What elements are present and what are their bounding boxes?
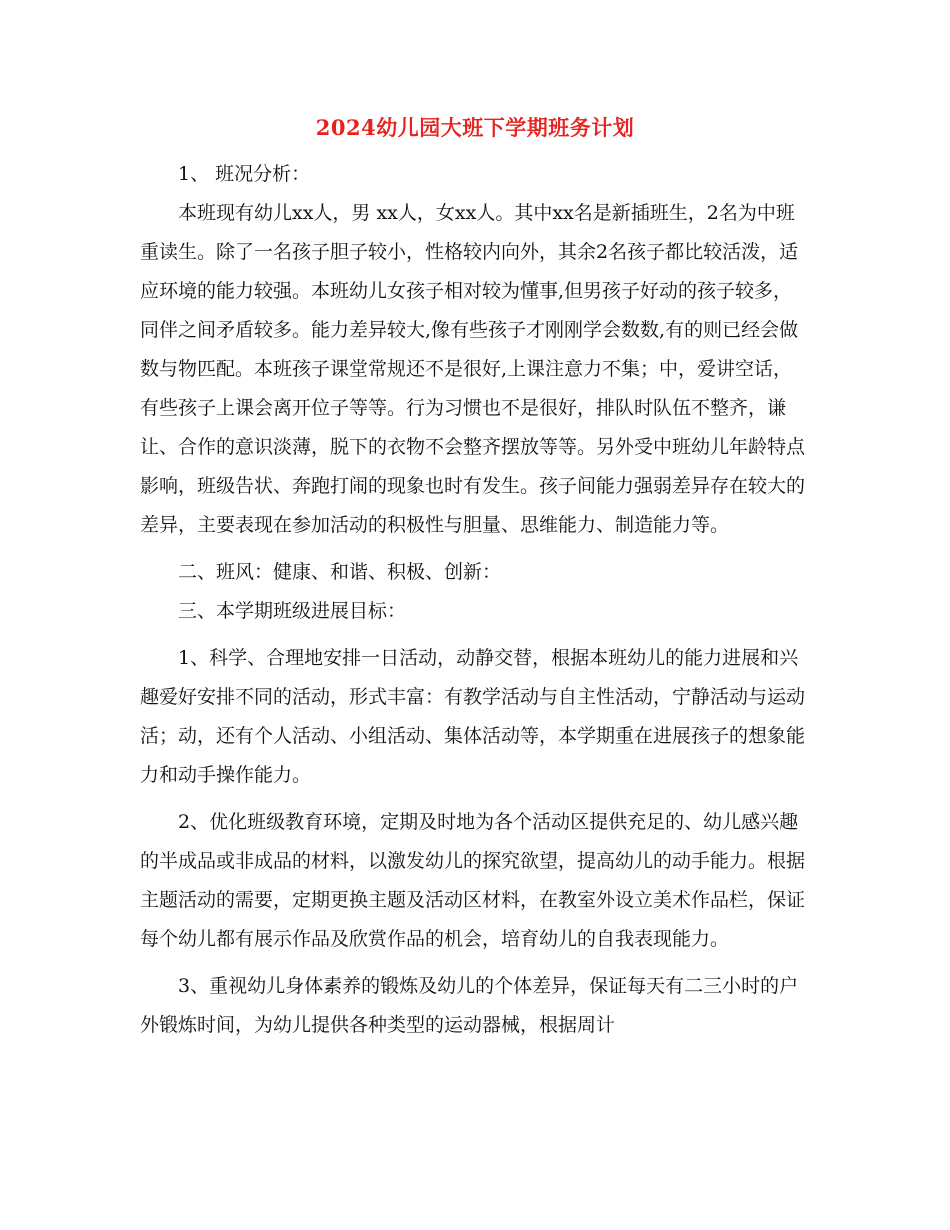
section-3-heading: 三、本学期班级进展目标： <box>178 600 407 622</box>
section-1-paragraph: 本班现有幼儿xx人，男 xx人，女xx人。其中xx名是新插班生，2名为中班重读生。除了一名孩子胆子较小，性格较内向外，其余2名孩子都比较活泼，适应环境的能力较强。本班幼儿女孩子相对较为懂事,但男孩子好动的孩子较多，同伴之间矛盾较多。能力差异较大,像有些孩子才刚刚学会数数,有的则已经会做数与物匹配。本班孩子课堂常规还不是很好,上课注意力不集；中，爱讲空话，有些孩子上课会离开位子等等。行为习惯也不是很好，排队时队伍不整齐，谦让、合作的意识淡薄，脱下的衣物不会整齐摆放等等。另外受中班幼儿年龄特点影响，班级告状、奔跑打闹的现象也时有发生。孩子间能力强弱差异存在较大的差异，主要表现在参加活动的积极性与胆量、思维能力、制造能力等。 <box>140 202 806 536</box>
document-title: 2024幼儿园大班下学期班务计划 <box>315 115 635 140</box>
section-2-heading: 二、班风：健康、和谐、积极、创新： <box>178 561 502 583</box>
goal-3-paragraph: 3、重视幼儿身体素养的锻炼及幼儿的个体差异，保证每天有二三小时的户外锻炼时间，为幼儿提供各种类型的运动器械，根据周计 <box>140 975 799 1036</box>
section-1-heading: 1、 班况分析： <box>178 163 311 185</box>
goal-2-paragraph: 2、优化班级教育环境，定期及时地为各个活动区提供充足的、幼儿感兴趣的半成品或非成品的材料，以激发幼儿的探究欲望，提高幼儿的动手能力。根据主题活动的需要，定期更换主题及活动区材料，在教室外设立美术作品栏，保证每个幼儿都有展示作品及欣赏作品的机会，培育幼儿的自我表现能力。 <box>140 811 806 950</box>
document-body <box>140 155 810 1045</box>
goal-1-paragraph: 1、科学、合理地安排一日活动，动静交替，根据本班幼儿的能力进展和兴趣爱好安排不同的活动，形式丰富：有教学活动与自主性活动，宁静活动与运动活；动，还有个人活动、小组活动、集体活动等，本学期重在进展孩子的想象能力和动手操作能力。 <box>140 647 806 786</box>
